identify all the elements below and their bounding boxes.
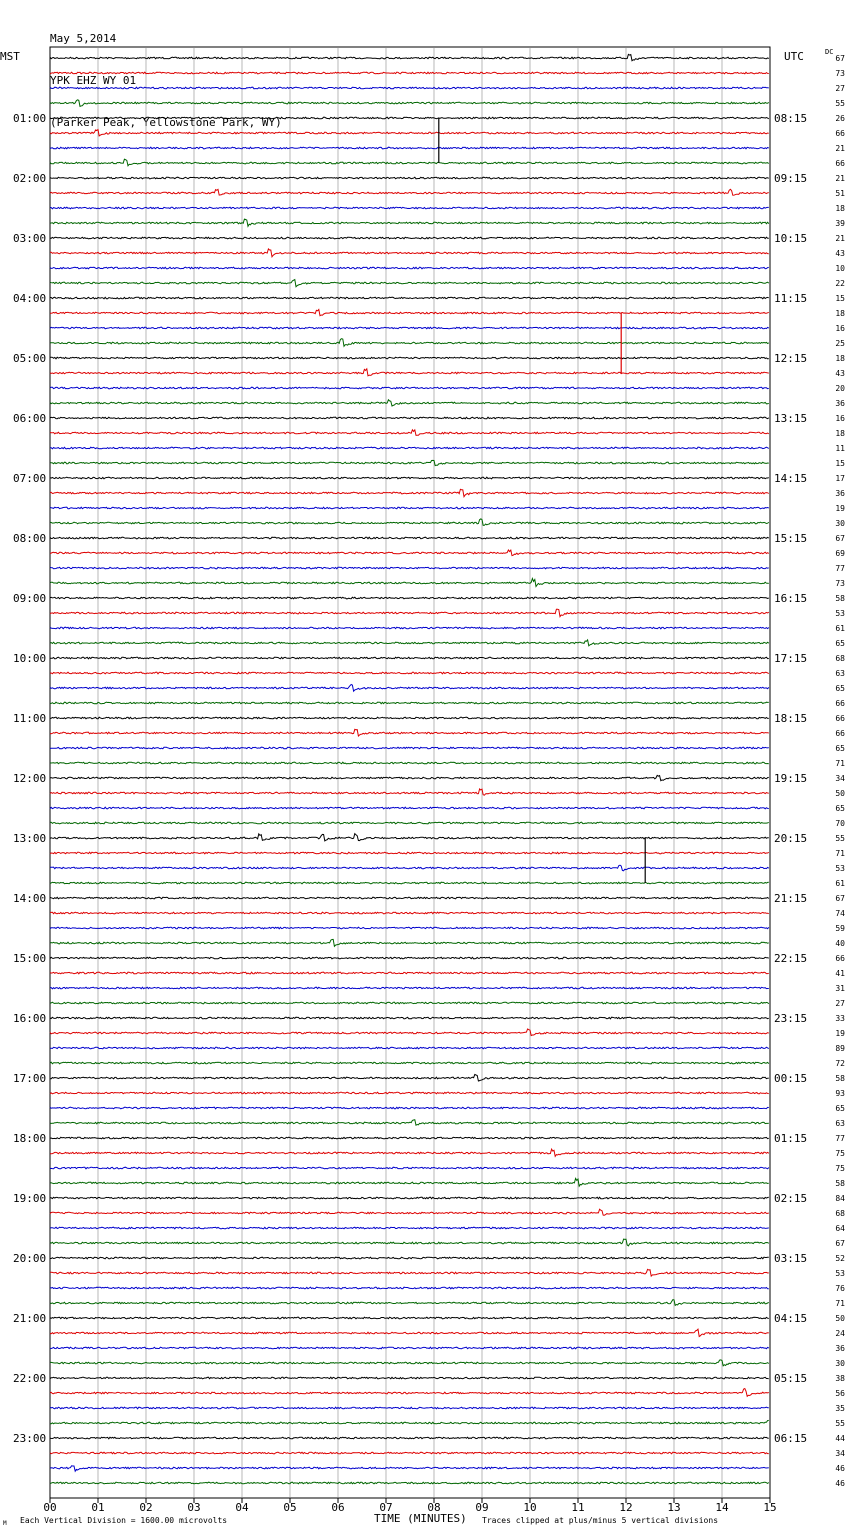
dc-offset-value: 66 bbox=[835, 699, 845, 708]
trace-line bbox=[50, 1137, 769, 1139]
trace-line bbox=[50, 1029, 769, 1036]
trace-line bbox=[50, 387, 769, 389]
trace-line bbox=[50, 519, 769, 526]
x-tick-label: 14 bbox=[715, 1501, 729, 1514]
trace-line bbox=[50, 1197, 769, 1199]
utc-hour-label: 12:15 bbox=[774, 352, 808, 365]
utc-hour-label: 01:15 bbox=[774, 1132, 808, 1145]
dc-offset-value: 51 bbox=[835, 189, 845, 198]
utc-hour-label: 09:15 bbox=[774, 172, 808, 185]
dc-offset-value: 93 bbox=[835, 1089, 845, 1098]
trace-line bbox=[50, 597, 769, 599]
x-tick-label: 10 bbox=[523, 1501, 537, 1514]
x-tick-label: 05 bbox=[283, 1501, 297, 1514]
x-tick-label: 09 bbox=[475, 1501, 489, 1514]
dc-offset-value: 50 bbox=[835, 1314, 845, 1323]
mst-hour-label: 13:00 bbox=[13, 832, 47, 845]
trace-line bbox=[50, 657, 769, 659]
mst-hour-label: 20:00 bbox=[13, 1252, 47, 1265]
dc-offset-value: 77 bbox=[835, 564, 845, 573]
trace-line bbox=[50, 537, 769, 539]
dc-offset-value: 21 bbox=[835, 144, 845, 153]
utc-hour-label: 02:15 bbox=[774, 1192, 808, 1205]
trace-line bbox=[50, 834, 769, 841]
trace-line bbox=[50, 327, 769, 329]
trace-line bbox=[50, 1452, 769, 1454]
dc-offset-value: 59 bbox=[835, 924, 845, 933]
mst-hour-label: 08:00 bbox=[13, 532, 47, 545]
mst-hour-label: 22:00 bbox=[13, 1372, 47, 1385]
trace-line bbox=[50, 882, 769, 884]
dc-offset-value: 67 bbox=[835, 54, 845, 63]
trace-line bbox=[50, 1360, 769, 1366]
trace-line bbox=[50, 237, 769, 239]
trace-line bbox=[50, 897, 769, 899]
mst-hour-label: 01:00 bbox=[13, 112, 47, 125]
utc-hour-label: 23:15 bbox=[774, 1012, 808, 1025]
utc-hour-label: 06:15 bbox=[774, 1432, 808, 1445]
trace-line bbox=[50, 702, 769, 704]
dc-offset-value: 46 bbox=[835, 1479, 845, 1488]
trace-line bbox=[50, 1092, 769, 1094]
station-code: YPK EHZ WY 01 bbox=[50, 74, 137, 87]
dc-offset-value: 34 bbox=[835, 774, 845, 783]
trace-line bbox=[50, 1209, 769, 1215]
dc-offset-value: 30 bbox=[835, 519, 845, 528]
dc-offset-value: 58 bbox=[835, 1074, 845, 1083]
trace-line bbox=[50, 369, 769, 376]
trace-line bbox=[50, 775, 769, 780]
mst-hour-label: 02:00 bbox=[13, 172, 47, 185]
trace-line bbox=[50, 87, 769, 89]
dc-offset-value: 10 bbox=[835, 264, 845, 273]
trace-line bbox=[50, 507, 769, 509]
trace-line bbox=[50, 957, 769, 959]
dc-offset-value: 53 bbox=[835, 609, 845, 618]
dc-offset-value: 21 bbox=[835, 174, 845, 183]
trace-line bbox=[50, 339, 769, 347]
trace-line bbox=[50, 1062, 769, 1064]
trace-line bbox=[50, 1317, 769, 1319]
utc-hour-label: 14:15 bbox=[774, 472, 808, 485]
trace-line bbox=[50, 762, 769, 764]
trace-line bbox=[50, 400, 769, 406]
trace-line bbox=[50, 460, 769, 465]
dc-offset-value: 19 bbox=[835, 1029, 845, 1038]
mst-hour-label: 17:00 bbox=[13, 1072, 47, 1085]
mst-hour-label: 12:00 bbox=[13, 772, 47, 785]
trace-line bbox=[50, 1300, 769, 1306]
trace-line bbox=[50, 640, 769, 646]
dc-offset-value: 53 bbox=[835, 864, 845, 873]
dc-offset-value: 38 bbox=[835, 1374, 845, 1383]
trace-line bbox=[50, 1178, 769, 1186]
dc-offset-value: 20 bbox=[835, 384, 845, 393]
trace-line bbox=[50, 609, 769, 616]
trace-line bbox=[50, 912, 769, 914]
trace-line bbox=[50, 579, 769, 587]
dc-offset-value: 53 bbox=[835, 1269, 845, 1278]
dc-offset-value: 31 bbox=[835, 984, 845, 993]
mst-hour-label: 07:00 bbox=[13, 472, 47, 485]
x-tick-label: 01 bbox=[91, 1501, 105, 1514]
trace-line bbox=[50, 1437, 769, 1439]
trace-line bbox=[50, 1257, 769, 1259]
dc-offset-value: 66 bbox=[835, 159, 845, 168]
trace-line bbox=[50, 1482, 769, 1484]
mst-hour-label: 14:00 bbox=[13, 892, 47, 905]
dc-offset-value: 72 bbox=[835, 1059, 845, 1068]
trace-line bbox=[50, 489, 769, 496]
trace-line bbox=[50, 310, 769, 316]
trace-line bbox=[50, 1466, 769, 1471]
dc-offset-value: 34 bbox=[835, 1449, 845, 1458]
trace-line bbox=[50, 1074, 769, 1081]
trace-line bbox=[50, 357, 769, 359]
dc-offset-value: 76 bbox=[835, 1284, 845, 1293]
dc-offset-value: 17 bbox=[835, 474, 845, 483]
dc-offset-value: 18 bbox=[835, 309, 845, 318]
trace-line bbox=[50, 1047, 769, 1049]
x-tick-label: 08 bbox=[427, 1501, 441, 1514]
dc-offset-value: 21 bbox=[835, 234, 845, 243]
x-tick-label: 02 bbox=[139, 1501, 153, 1514]
dc-offset-value: 16 bbox=[835, 414, 845, 423]
utc-hour-label: 17:15 bbox=[774, 652, 808, 665]
dc-offset-value: 71 bbox=[835, 759, 845, 768]
dc-offset-value: 61 bbox=[835, 624, 845, 633]
dc-offset-value: 58 bbox=[835, 1179, 845, 1188]
dc-offset-value: 67 bbox=[835, 534, 845, 543]
dc-offset-value: 65 bbox=[835, 1104, 845, 1113]
dc-offset-value: 11 bbox=[835, 444, 845, 453]
x-tick-label: 15 bbox=[763, 1501, 777, 1514]
x-axis-title: TIME (MINUTES) bbox=[374, 1512, 467, 1525]
dc-offset-value: 69 bbox=[835, 549, 845, 558]
dc-offset-value: 55 bbox=[835, 1419, 845, 1428]
mst-hour-label: 03:00 bbox=[13, 232, 47, 245]
dc-offset-value: 18 bbox=[835, 204, 845, 213]
trace-line bbox=[50, 1269, 769, 1276]
dc-offset-value: 50 bbox=[835, 789, 845, 798]
dc-offset-value: 15 bbox=[835, 459, 845, 468]
corner-mark: M bbox=[3, 1520, 7, 1527]
utc-hour-label: 08:15 bbox=[774, 112, 808, 125]
trace-line bbox=[50, 550, 769, 556]
x-tick-label: 11 bbox=[571, 1501, 585, 1514]
dc-offset-value: 55 bbox=[835, 99, 845, 108]
trace-line bbox=[50, 852, 769, 854]
mst-hour-label: 23:00 bbox=[13, 1432, 47, 1445]
dc-offset-value: 75 bbox=[835, 1149, 845, 1158]
dc-offset-value: 36 bbox=[835, 1344, 845, 1353]
x-tick-label: 03 bbox=[187, 1501, 201, 1514]
trace-line bbox=[50, 430, 769, 436]
dc-offset-value: 66 bbox=[835, 714, 845, 723]
trace-line bbox=[50, 1329, 769, 1336]
dc-offset-value: 68 bbox=[835, 1209, 845, 1218]
utc-hour-label: 00:15 bbox=[774, 1072, 808, 1085]
trace-line bbox=[50, 417, 769, 419]
dc-offset-value: 63 bbox=[835, 669, 845, 678]
dc-offset-value: 15 bbox=[835, 294, 845, 303]
trace-line bbox=[50, 1239, 769, 1246]
trace-line bbox=[50, 159, 769, 166]
mst-hour-label: 19:00 bbox=[13, 1192, 47, 1205]
trace-line bbox=[50, 1420, 769, 1424]
trace-line bbox=[50, 249, 769, 257]
mst-label: MST bbox=[0, 50, 20, 63]
plot-frame bbox=[50, 47, 770, 1498]
x-tick-label: 06 bbox=[331, 1501, 345, 1514]
dc-offset-value: 46 bbox=[835, 1464, 845, 1473]
trace-line bbox=[50, 477, 769, 479]
trace-line bbox=[50, 685, 769, 692]
trace-line bbox=[50, 1167, 769, 1169]
utc-hour-label: 21:15 bbox=[774, 892, 808, 905]
dc-offset-value: 67 bbox=[835, 1239, 845, 1248]
dc-offset-value: 71 bbox=[835, 849, 845, 858]
trace-line bbox=[50, 297, 769, 299]
dc-offset-value: 27 bbox=[835, 84, 845, 93]
trace-line bbox=[50, 987, 769, 989]
trace-line bbox=[50, 672, 769, 674]
dc-offset-value: 55 bbox=[835, 834, 845, 843]
dc-label: DC bbox=[825, 48, 834, 56]
dc-offset-value: 43 bbox=[835, 249, 845, 258]
trace-line bbox=[50, 807, 769, 809]
utc-hour-label: 19:15 bbox=[774, 772, 808, 785]
mst-hour-label: 16:00 bbox=[13, 1012, 47, 1025]
clip-note: Traces clipped at plus/minus 5 vertical divisions bbox=[482, 1516, 719, 1525]
utc-label: UTC bbox=[784, 50, 804, 63]
dc-offset-value: 39 bbox=[835, 219, 845, 228]
dc-offset-value: 71 bbox=[835, 1299, 845, 1308]
dc-offset-value: 65 bbox=[835, 804, 845, 813]
dc-offset-value: 64 bbox=[835, 1224, 845, 1233]
utc-hour-label: 03:15 bbox=[774, 1252, 808, 1265]
mst-hour-label: 05:00 bbox=[13, 352, 47, 365]
trace-line bbox=[50, 1002, 769, 1004]
dc-offset-value: 19 bbox=[835, 504, 845, 513]
utc-hour-label: 05:15 bbox=[774, 1372, 808, 1385]
dc-offset-value: 66 bbox=[835, 729, 845, 738]
trace-line bbox=[50, 447, 769, 449]
trace-line bbox=[50, 1149, 769, 1156]
utc-hour-label: 20:15 bbox=[774, 832, 808, 845]
mst-hour-label: 09:00 bbox=[13, 592, 47, 605]
trace-line bbox=[50, 865, 769, 871]
mst-hour-label: 06:00 bbox=[13, 412, 47, 425]
utc-hour-label: 15:15 bbox=[774, 532, 808, 545]
scale-note: Each Vertical Division = 1600.00 microvolts bbox=[20, 1516, 228, 1525]
dc-offset-value: 70 bbox=[835, 819, 845, 828]
trace-line bbox=[50, 1107, 769, 1109]
dc-offset-value: 40 bbox=[835, 939, 845, 948]
trace-line bbox=[50, 972, 769, 974]
trace-line bbox=[50, 789, 769, 795]
dc-offset-value: 84 bbox=[835, 1194, 845, 1203]
dc-offset-value: 27 bbox=[835, 999, 845, 1008]
trace-line bbox=[50, 189, 769, 195]
trace-line bbox=[50, 822, 769, 824]
dc-offset-value: 65 bbox=[835, 744, 845, 753]
dc-offset-value: 26 bbox=[835, 114, 845, 123]
dc-offset-value: 18 bbox=[835, 354, 845, 363]
dc-offset-value: 25 bbox=[835, 339, 845, 348]
dc-offset-value: 44 bbox=[835, 1434, 845, 1443]
utc-hour-label: 04:15 bbox=[774, 1312, 808, 1325]
trace-line bbox=[50, 927, 769, 929]
utc-hour-label: 13:15 bbox=[774, 412, 808, 425]
dc-offset-value: 58 bbox=[835, 594, 845, 603]
trace-line bbox=[50, 117, 769, 119]
trace-line bbox=[50, 72, 769, 74]
dc-offset-value: 35 bbox=[835, 1404, 845, 1413]
utc-hour-label: 22:15 bbox=[774, 952, 808, 965]
dc-offset-value: 36 bbox=[835, 489, 845, 498]
dc-offset-value: 18 bbox=[835, 429, 845, 438]
trace-line bbox=[50, 729, 769, 736]
trace-line bbox=[50, 100, 769, 107]
dc-offset-value: 61 bbox=[835, 879, 845, 888]
dc-offset-value: 73 bbox=[835, 69, 845, 78]
utc-hour-label: 11:15 bbox=[774, 292, 808, 305]
dc-offset-value: 24 bbox=[835, 1329, 845, 1338]
x-tick-label: 12 bbox=[619, 1501, 633, 1514]
trace-line bbox=[50, 1287, 769, 1289]
dc-offset-value: 43 bbox=[835, 369, 845, 378]
x-tick-label: 13 bbox=[667, 1501, 681, 1514]
utc-hour-label: 10:15 bbox=[774, 232, 808, 245]
trace-line bbox=[50, 747, 769, 749]
mst-hour-label: 04:00 bbox=[13, 292, 47, 305]
trace-line bbox=[50, 130, 769, 136]
mst-hour-label: 15:00 bbox=[13, 952, 47, 965]
dc-offset-value: 74 bbox=[835, 909, 845, 918]
trace-line bbox=[50, 1227, 769, 1229]
dc-offset-value: 67 bbox=[835, 894, 845, 903]
mst-hour-label: 10:00 bbox=[13, 652, 47, 665]
trace-line bbox=[50, 939, 769, 946]
dc-offset-value: 22 bbox=[835, 279, 845, 288]
recording-date: May 5,2014 bbox=[50, 32, 117, 45]
trace-line bbox=[50, 1389, 769, 1397]
dc-offset-value: 63 bbox=[835, 1119, 845, 1128]
trace-line bbox=[50, 219, 769, 226]
dc-offset-value: 56 bbox=[835, 1389, 845, 1398]
dc-offset-value: 66 bbox=[835, 129, 845, 138]
mst-hour-label: 21:00 bbox=[13, 1312, 47, 1325]
x-tick-label: 00 bbox=[43, 1501, 57, 1514]
trace-line bbox=[50, 207, 769, 209]
dc-offset-value: 65 bbox=[835, 639, 845, 648]
trace-line bbox=[50, 1407, 769, 1409]
trace-line bbox=[50, 627, 769, 629]
dc-offset-value: 68 bbox=[835, 654, 845, 663]
dc-offset-value: 36 bbox=[835, 399, 845, 408]
mst-hour-label: 18:00 bbox=[13, 1132, 47, 1145]
dc-offset-value: 66 bbox=[835, 954, 845, 963]
trace-line bbox=[50, 1377, 769, 1379]
dc-offset-value: 16 bbox=[835, 324, 845, 333]
dc-offset-value: 73 bbox=[835, 579, 845, 588]
utc-hour-label: 16:15 bbox=[774, 592, 808, 605]
x-tick-label: 04 bbox=[235, 1501, 249, 1514]
trace-line bbox=[50, 1017, 769, 1019]
trace-line bbox=[50, 567, 769, 569]
dc-offset-value: 52 bbox=[835, 1254, 845, 1263]
trace-line bbox=[50, 1120, 769, 1126]
trace-line bbox=[50, 147, 769, 149]
trace-line bbox=[50, 280, 769, 287]
trace-line bbox=[50, 54, 769, 60]
dc-offset-value: 65 bbox=[835, 684, 845, 693]
dc-offset-value: 41 bbox=[835, 969, 845, 978]
trace-line bbox=[50, 1347, 769, 1349]
dc-offset-value: 75 bbox=[835, 1164, 845, 1173]
dc-offset-value: 77 bbox=[835, 1134, 845, 1143]
utc-hour-label: 18:15 bbox=[774, 712, 808, 725]
trace-line bbox=[50, 177, 769, 179]
trace-line bbox=[50, 717, 769, 719]
x-tick-label: 07 bbox=[379, 1501, 393, 1514]
trace-line bbox=[50, 267, 769, 269]
mst-hour-label: 11:00 bbox=[13, 712, 47, 725]
station-location: (Parker Peak, Yellowstone Park, WY) bbox=[50, 116, 282, 129]
dc-offset-value: 30 bbox=[835, 1359, 845, 1368]
dc-offset-value: 33 bbox=[835, 1014, 845, 1023]
dc-offset-value: 89 bbox=[835, 1044, 845, 1053]
